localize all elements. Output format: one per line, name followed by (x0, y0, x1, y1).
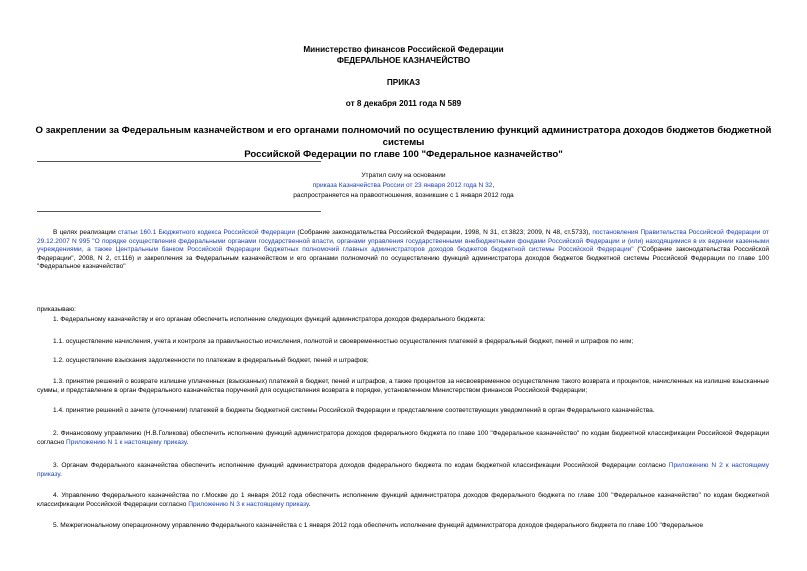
preamble-paragraph (37, 229, 769, 272)
item-2-end: . (186, 438, 189, 446)
appendix-1-link[interactable]: Приложению N 1 к настоящему приказу (66, 438, 187, 446)
item-2-text: 2. Финансовому управлению (Н.В.Голикова) обеспечить исполнение функций администратора доходов федерального бюджета по главе 100 "Федеральное казначейство" по кодам бюджетной классификации Российской Федерации согласно (37, 430, 769, 446)
divider-top (37, 161, 321, 162)
budget-code-link[interactable]: статьи 160.1 Бюджетного кодекса Российской Федерации (117, 229, 296, 236)
preamble-text-3: ("Собрание законодательства Российской Федерации", 2008, N 2, ст.116) и закрепления за Федеральным казначейством и его органами полномочий по осуществлению функций администратора доходов бюджетов бюджетной системы Российской Федерации по главе 100 "Федеральное казначейство" (37, 246, 770, 271)
divider-bottom (37, 211, 321, 212)
item-3-text: 3. Органам Федерального казначейства обеспечить исполнение функций администратора доходов федерального бюджета по кодам бюджетной классификации Российской Федерации согласно (53, 462, 669, 469)
document-type: ПРИКАЗ (386, 78, 421, 87)
item-2 (37, 430, 769, 447)
title-line-1: О закреплении за Федеральным казначейством и его органами полномочий по осуществлению функций администратора доходов бюджетов бюджетной системы (35, 125, 772, 148)
item-1-1: 1.1. осуществление начисления, учета и контроля за правильностью исчисления, полнотой и своевременностью осуществления платежей в федеральный бюджет, пеней и штрафов по ним; (53, 338, 634, 345)
document-date: от 8 декабря 2011 года N 589 (345, 99, 462, 108)
item-1-2: 1.2. осуществление взыскания задолженности по платежам в федеральный бюджет, пеней и штрафов; (53, 357, 369, 364)
orders-word: приказываю: (37, 306, 76, 313)
document-title (30, 125, 777, 161)
agency-name: ФЕДЕРАЛЬНОЕ КАЗНАЧЕЙСТВО (336, 56, 471, 65)
status-link-suffix: , (492, 182, 495, 189)
item-3-end: . (59, 470, 62, 478)
item-3 (37, 462, 769, 479)
status-line-2 (0, 181, 807, 191)
status-line-1: Утратил силу на основании (361, 172, 446, 179)
appendix-3-link[interactable]: Приложению N 3 к настоящему приказу (188, 500, 309, 508)
item-1-4: 1.4. принятие решений о зачете (уточнении) платежей в бюджеты бюджетной системы Российской Федерации и представление соответствующих уведомлений в орган Федерального казначейства. (53, 407, 655, 414)
status-line-3: распространяется на правоотношения, возникшие с 1 января 2012 года (293, 192, 514, 199)
item-4-text: 4. Управлению Федерального казначейства по г.Москве до 1 января 2012 года обеспечить исполнение функций администратора доходов федерального бюджета по главе 100 "Федеральное казначейство" по кодам бюджетной классификации Российской Федерации согласно (37, 492, 769, 508)
item-1-3: 1.3. принятие решений о возврате излишне уплаченных (взысканных) платежей в бюджет, пеней и штрафов, а также процентов за несвоевременное осуществление такого возврата и процентов, начисленных на излишне взысканные суммы, и представление в орган Федерального казначейства поручений для осуществления возврата в порядке, установленном Министерством финансов Российской Федерации; (37, 378, 769, 394)
item-5: 5. Межрегиональному операционному управлению Федерального казначейства с 1 января 2012 года обеспечить исполнение функций администратора доходов федерального бюджета по главе 100 "Федеральное (53, 522, 704, 529)
item-4 (37, 492, 769, 509)
repeal-order-link[interactable]: приказа Казначейства России от 23 января 2012 года N 32 (312, 182, 493, 189)
government-resolution-link[interactable]: постановления Правительства Российской Федерации от 29.12.2007 N 995 "О порядке осуществления федеральными органами государственной власти, органами управления государственными внебюджетными фондами Российской Федерации и (или) находящимися в их ведении казенными учреждениями, а также Центральным банком Российской Федерации бюджетных полномочий главных администраторов доходов бюджетов бюджетной системы Российской Федерации" (37, 229, 770, 254)
title-line-2: Российской Федерации по главе 100 "Федеральное казначейство" (244, 149, 563, 160)
preamble-text-1: В целях реализации (53, 229, 118, 236)
item-4-end: . (308, 500, 311, 508)
preamble-text-2: (Собрание законодательства Российской Федерации, 1998, N 31, ст.3823; 2009, N 48, ст.5733), (295, 229, 593, 236)
item-1: 1. Федеральному казначейству и его органам обеспечить исполнение следующих функций администратора доходов федерального бюджета: (53, 316, 486, 323)
appendix-2-link[interactable]: Приложению N 2 к настоящему приказу (37, 462, 770, 478)
ministry-name: Министерство финансов Российской Федерации (303, 45, 504, 54)
